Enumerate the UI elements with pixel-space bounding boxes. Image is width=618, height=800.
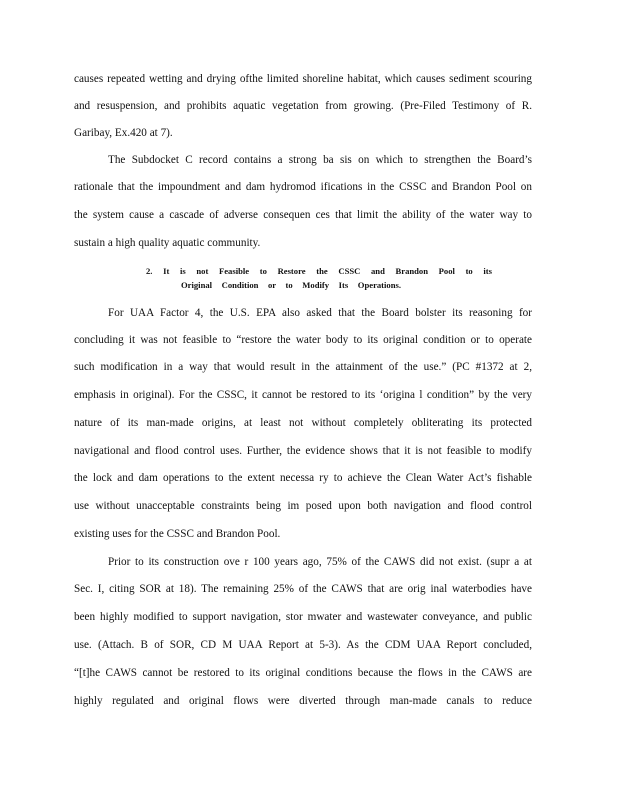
text-line: use. (Attach. B of SOR, CD M UAA Report at 5-3). As the CDM UAA Report concluded, xyxy=(74,639,532,651)
text-line: Sec. I, citing SOR at 18). The remaining 25% of the CAWS that are orig inal waterbodies have xyxy=(74,583,532,595)
section-heading: 2. It is not Feasible to Restore the CSSC and Brandon Pool to its xyxy=(146,266,492,276)
text-line: emphasis in original). For the CSSC, it cannot be restored to its ‘origina l condition” by the very xyxy=(74,389,532,401)
text-line: Prior to its construction ove r 100 years ago, 75% of the CAWS did not exist. (supr a at xyxy=(108,556,532,568)
text-line: sustain a high quality aquatic community. xyxy=(74,237,261,249)
text-line: concluding it was not feasible to “restore the water body to its original condition or to operate xyxy=(74,334,532,346)
text-line: For UAA Factor 4, the U.S. EPA also asked that the Board bolster its reasoning for xyxy=(108,307,532,319)
text-line: existing uses for the CSSC and Brandon Pool. xyxy=(74,528,281,540)
text-line: such modification in a way that would result in the attainment of the use.” (PC #1372 at 2, xyxy=(74,361,532,373)
text-line: and resuspension, and prohibits aquatic vegetation from growing. (Pre-Filed Testimony of R. xyxy=(74,100,532,112)
text-line: the lock and dam operations to the extent necessa ry to achieve the Clean Water Act’s fishable xyxy=(74,472,532,484)
text-line: Garibay, Ex.420 at 7). xyxy=(74,127,173,139)
text-line: The Subdocket C record contains a strong ba sis on which to strengthen the Board’s xyxy=(108,154,532,166)
text-line: causes repeated wetting and drying ofthe limited shoreline habitat, which causes sediment scouring xyxy=(74,73,532,85)
text-line: highly regulated and original flows were diverted through man-made canals to reduce xyxy=(74,695,532,707)
text-line: rationale that the impoundment and dam hydromod ifications in the CSSC and Brandon Pool on xyxy=(74,181,532,193)
text-line: the system cause a cascade of adverse consequen ces that limit the ability of the water way to xyxy=(74,209,532,221)
text-line: “[t]he CAWS cannot be restored to its original conditions because the flows in the CAWS are xyxy=(74,667,532,679)
text-line: navigational and flood control uses. Further, the evidence shows that it is not feasible to modify xyxy=(74,445,532,457)
text-line: use without unacceptable constraints being im posed upon both navigation and flood control xyxy=(74,500,532,512)
text-line: nature of its man-made origins, at least not without completely obliterating its protected xyxy=(74,417,532,429)
text-line: been highly modified to support navigation, stor mwater and wastewater conveyance, and public xyxy=(74,611,532,623)
section-heading-continued: Original Condition or to Modify Its Operations. xyxy=(181,280,401,290)
